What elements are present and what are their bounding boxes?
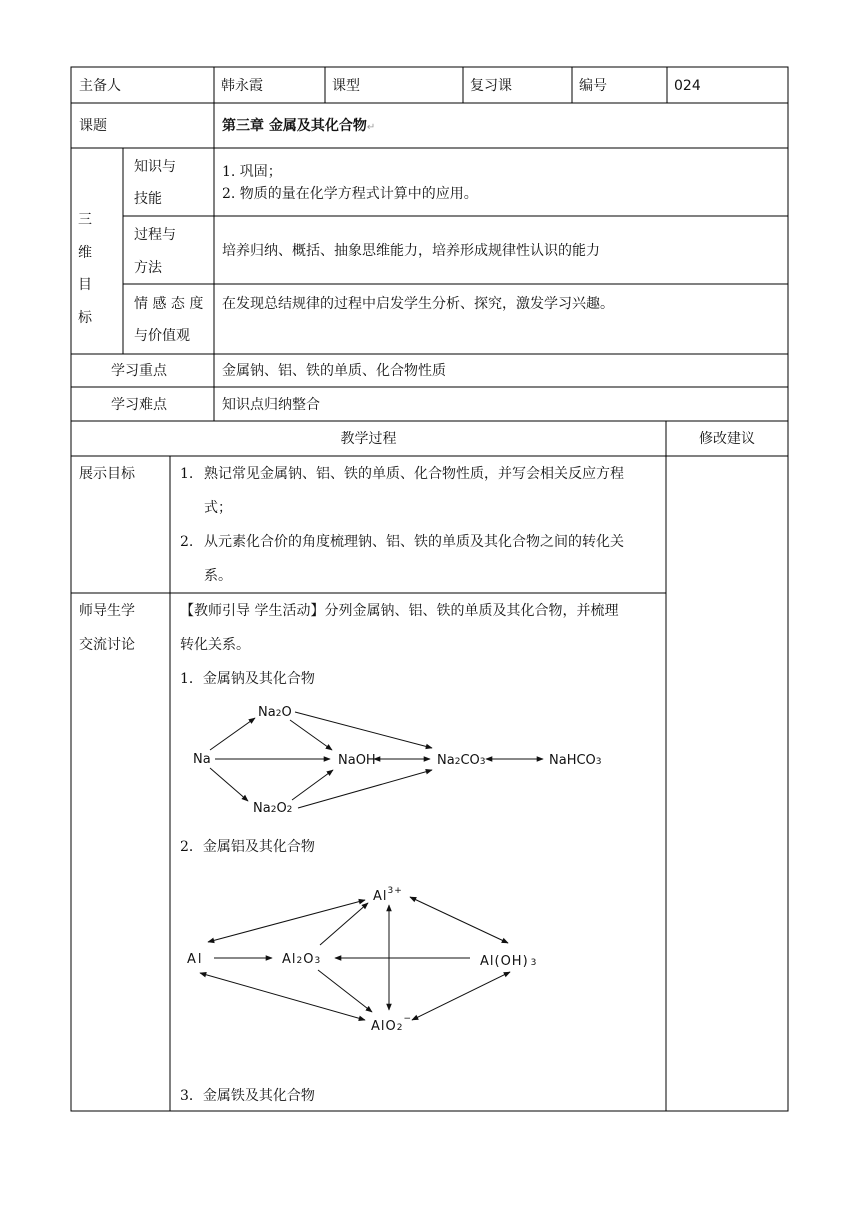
topic-label: 课题 [79, 118, 107, 134]
arrow-al-al3plus [208, 900, 365, 942]
goals-char-2: 维 [78, 245, 92, 261]
emotion-label-line2: 与价值观 [134, 328, 190, 344]
emotion-label-line1: 情 感 态 度 [134, 296, 204, 312]
label-al2o3: Al2O3 [282, 952, 322, 967]
topic-title: 第三章 金属及其化合物 [222, 118, 367, 134]
aluminum-section-heading: 2．金属铝及其化合物 [180, 839, 315, 855]
knowledge-item-2: 2. 物质的量在化学方程式计算中的应用。 [222, 186, 478, 202]
process-text: 培养归纳、概括、抽象思维能力，培养形成规律性认识的能力 [222, 243, 600, 259]
objective-1-number: 1. [180, 466, 194, 482]
preparer-label: 主备人 [79, 78, 121, 94]
label-nahco3: NaHCO3 [549, 753, 602, 768]
discussion-label-line1: 师导生学 [79, 603, 135, 619]
discussion-intro-line2: 转化关系。 [180, 637, 250, 653]
arrow-al2o3-to-alo2 [318, 970, 372, 1012]
label-aloh3: Al(OH) 3 [480, 954, 538, 969]
objective-2-line2: 系。 [204, 568, 232, 584]
arrow-al2o3-to-al3plus [320, 903, 368, 945]
label-na2o: Na2O [258, 705, 292, 720]
objective-2-line1: 从元素化合价的角度梳理钠、铝、铁的单质及其化合物之间的转化关 [204, 534, 624, 550]
iron-section-heading: 3．金属铁及其化合物 [180, 1088, 315, 1104]
number-label: 编号 [579, 78, 607, 94]
difficulties-label: 学习难点 [111, 397, 167, 413]
arrow-alo2-aloh3 [412, 972, 510, 1020]
suggestion-header: 修改建议 [699, 431, 755, 447]
arrow-al-alo2 [200, 973, 365, 1020]
knowledge-label-line1: 知识与 [134, 159, 176, 175]
difficulties-text: 知识点归纳整合 [222, 397, 320, 413]
preparer-value: 韩永霞 [221, 78, 263, 94]
course-type-value: 复习课 [470, 78, 512, 94]
label-na2o2: Na2O2 [253, 801, 293, 816]
goals-char-3: 目 [78, 277, 92, 293]
key-points-label: 学习重点 [111, 363, 167, 379]
label-al3plus: $Al^{3+}$ [373, 886, 403, 904]
label-naoh: NaOH [338, 753, 376, 768]
objective-1-line2: 式； [204, 500, 232, 516]
sodium-section-heading: 1．金属钠及其化合物 [180, 671, 315, 687]
course-type-label: 课型 [332, 78, 360, 94]
label-alo2minus: AlO2− [371, 1014, 413, 1034]
label-na2co3: Na2CO3 [437, 753, 486, 768]
paragraph-mark: ↵ [366, 122, 376, 133]
discussion-label-line2: 交流讨论 [79, 637, 135, 653]
process-label-line2: 方法 [134, 260, 162, 276]
discussion-intro-line1: 【教师引导 学生活动】分列金属钠、铝、铁的单质及其化合物，并梳理 [180, 603, 619, 619]
objective-1-line1: 熟记常见金属钠、铝、铁的单质、化合物性质，并写会相关反应方程 [204, 466, 624, 482]
objectives-label: 展示目标 [79, 466, 135, 482]
knowledge-item-1: 1. 巩固； [222, 164, 282, 180]
knowledge-label-line2: 技能 [134, 191, 162, 207]
teaching-process-header: 教学过程 [340, 431, 397, 447]
objective-2-number: 2. [180, 534, 194, 550]
number-value: 024 [674, 78, 701, 94]
label-al: Al [187, 952, 204, 967]
process-label-line1: 过程与 [134, 227, 176, 243]
arrow-al3plus-aloh3 [410, 897, 508, 943]
emotion-text: 在发现总结规律的过程中启发学生分析、探究，激发学习兴趣。 [222, 296, 614, 312]
key-points-text: 金属钠、铝、铁的单质、化合物性质 [222, 363, 446, 379]
goals-char-4: 标 [78, 310, 92, 326]
goals-char-1: 三 [78, 212, 92, 228]
label-na: Na [193, 752, 211, 767]
